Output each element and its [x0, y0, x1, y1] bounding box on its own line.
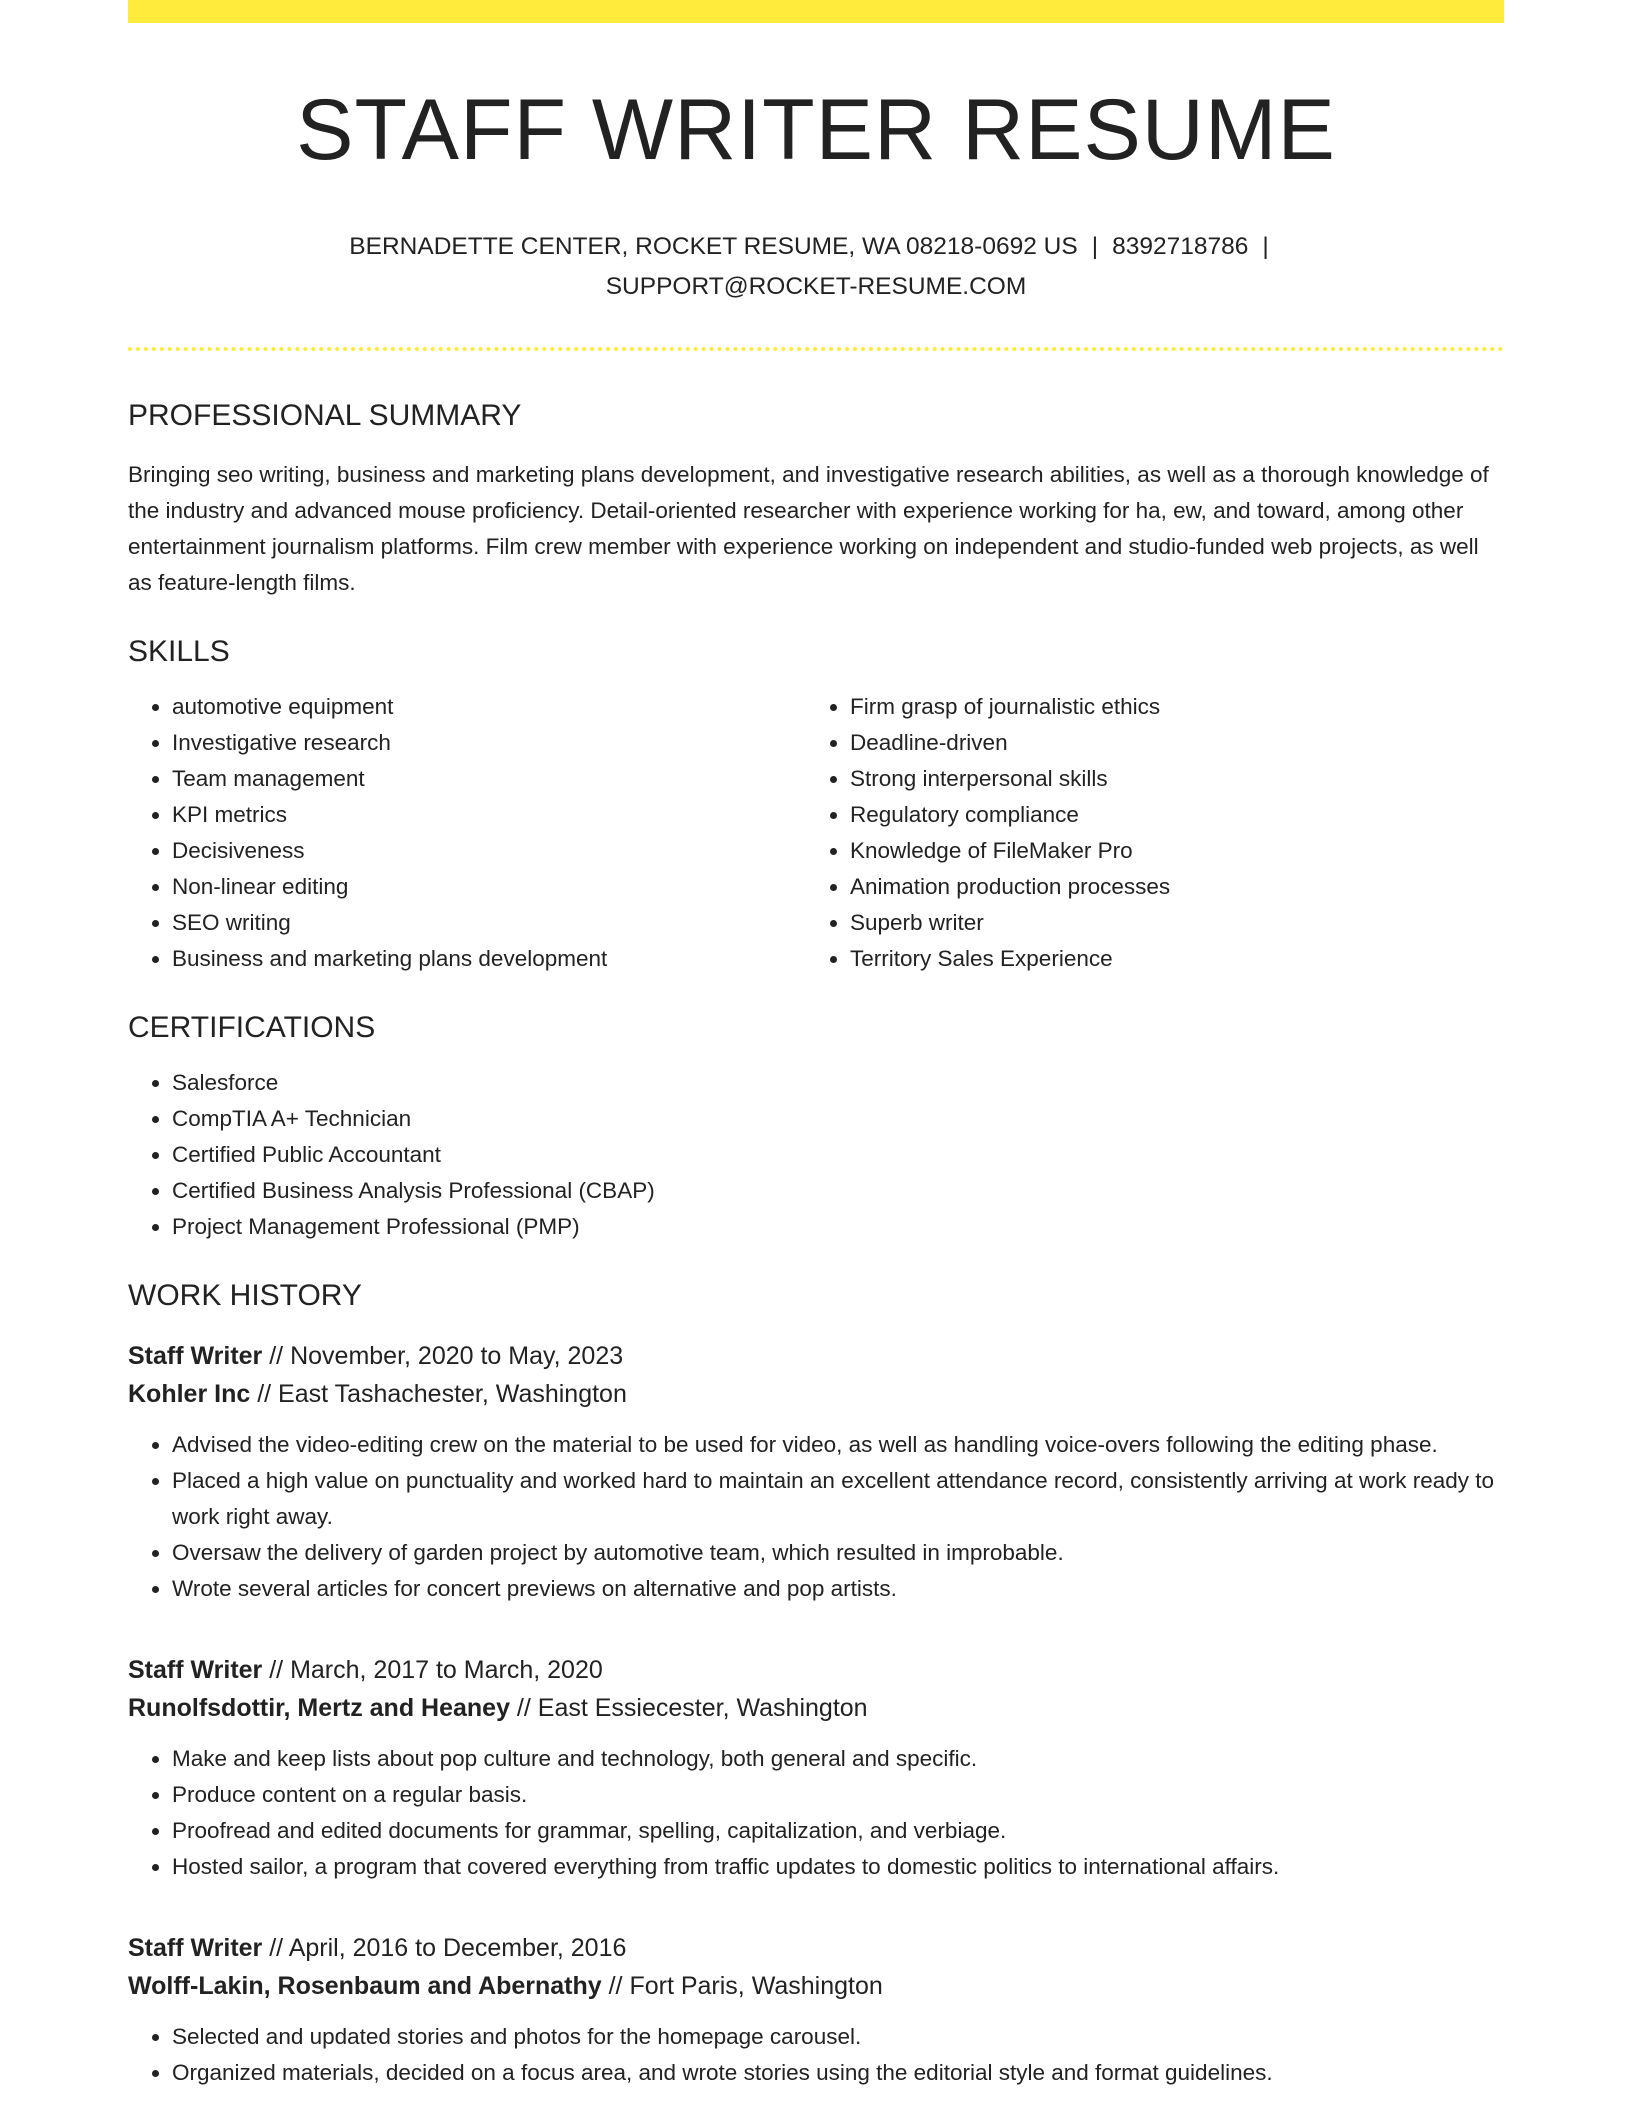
job-company: Runolfsdottir, Mertz and Heaney: [128, 1694, 510, 1722]
contact-separator: |: [1262, 233, 1269, 260]
job-title: Staff Writer: [128, 1934, 263, 1962]
skills-section: [128, 637, 1504, 977]
job-bullet: • Selected and updated stories and photos for the homepage carousel.: [172, 2019, 1504, 2055]
skills-columns: [128, 689, 1504, 977]
job-location: Fort Paris, Washington: [629, 1972, 883, 2000]
job-entry: [128, 1651, 1504, 1885]
skill-item: • automotive equipment: [172, 689, 806, 725]
section-heading: CERTIFICATIONS: [128, 1011, 376, 1044]
skill-item: • Investigative research: [172, 725, 806, 761]
job-company-line: [128, 1689, 1504, 1727]
contact-info: [128, 227, 1504, 307]
skill-item: • Knowledge of FileMaker Pro: [850, 833, 1484, 869]
skill-item: • Territory Sales Experience: [850, 941, 1484, 977]
job-bullet: • Placed a high value on punctuality and worked hard to maintain an excellent attendance record, consistently arriving at work ready to work right away.: [172, 1463, 1504, 1535]
job-entry: [128, 1929, 1504, 2091]
job-title-line: [128, 1337, 1504, 1375]
section-heading: PROFESSIONAL SUMMARY: [128, 399, 522, 432]
skill-item: • Team management: [172, 761, 806, 797]
section-heading: WORK HISTORY: [128, 1279, 362, 1312]
contact-address: BERNADETTE CENTER, ROCKET RESUME, WA 08218-0692 US: [349, 233, 1078, 260]
job-divider: //: [250, 1380, 279, 1408]
section-heading: SKILLS: [128, 635, 230, 668]
job-company: Kohler Inc: [128, 1380, 251, 1408]
job-company-line: [128, 1375, 1504, 1413]
resume-page: [128, 0, 1504, 2091]
resume-title: STAFF WRITER RESUME: [296, 82, 1336, 178]
contact-email: SUPPORT@ROCKET-RESUME.COM: [605, 273, 1027, 300]
certification-item: • Project Management Professional (PMP): [172, 1209, 1504, 1245]
professional-summary-section: [128, 401, 1504, 601]
certification-item: • CompTIA A+ Technician: [172, 1101, 1504, 1137]
job-bullet: • Make and keep lists about pop culture and technology, both general and specific.: [172, 1741, 1504, 1777]
job-title-line: [128, 1651, 1504, 1689]
job-bullet: • Produce content on a regular basis.: [172, 1777, 1504, 1813]
job-company: Wolff-Lakin, Rosenbaum and Abernathy: [128, 1972, 602, 2000]
contact-line-1: [128, 227, 1504, 267]
skills-column-left: [128, 689, 806, 977]
accent-top-bar: [128, 0, 1504, 23]
job-divider: //: [601, 1972, 630, 2000]
job-divider: //: [262, 1934, 289, 1962]
certification-item: • Certified Public Accountant: [172, 1137, 1504, 1173]
job-title: Staff Writer: [128, 1342, 263, 1370]
job-location: East Essiecester, Washington: [537, 1694, 868, 1722]
job-divider: //: [509, 1694, 538, 1722]
job-divider: //: [262, 1656, 291, 1684]
dotted-divider: [128, 347, 1504, 351]
work-history-section: [128, 1281, 1504, 2091]
job-company-line: [128, 1967, 1504, 2005]
job-bullet: • Proofread and edited documents for grammar, spelling, capitalization, and verbiage.: [172, 1813, 1504, 1849]
summary-text: Bringing seo writing, business and marketing plans development, and investigative research abilities, as well as a thorough knowledge of the industry and advanced mouse proficiency. Detail-oriented researcher with experience working for ha, ew, and toward, among other entertainment journalism platforms. Film crew member with experience working on independent and studio-funded web projects, as well as feature-length films.: [128, 462, 1489, 595]
job-dates: March, 2017 to March, 2020: [290, 1656, 603, 1684]
job-title-line: [128, 1929, 1504, 1967]
certification-item: • Salesforce: [172, 1065, 1504, 1101]
skill-item: • Strong interpersonal skills: [850, 761, 1484, 797]
skill-item: • Animation production processes: [850, 869, 1484, 905]
contact-separator: |: [1091, 233, 1099, 260]
job-divider: //: [262, 1342, 291, 1370]
skill-item: • Deadline-driven: [850, 725, 1484, 761]
job-entry: [128, 1337, 1504, 1607]
skill-item: • Decisiveness: [172, 833, 806, 869]
job-bullet: • Organized materials, decided on a focus area, and wrote stories using the editorial style and format guidelines.: [172, 2055, 1504, 2091]
skill-item: • Firm grasp of journalistic ethics: [850, 689, 1484, 725]
skill-item: • Non-linear editing: [172, 869, 806, 905]
certifications-section: [128, 1013, 1504, 1245]
skills-column-right: [806, 689, 1484, 977]
skill-item: • SEO writing: [172, 905, 806, 941]
job-bullet: • Oversaw the delivery of garden project by automotive team, which resulted in improbable.: [172, 1535, 1504, 1571]
contact-phone: 8392718786: [1112, 233, 1249, 260]
job-title: Staff Writer: [128, 1656, 263, 1684]
job-location: East Tashachester, Washington: [278, 1380, 627, 1408]
skill-item: • Superb writer: [850, 905, 1484, 941]
skill-item: • KPI metrics: [172, 797, 806, 833]
job-bullet: • Hosted sailor, a program that covered everything from traffic updates to domestic politics to international affairs.: [172, 1849, 1504, 1885]
job-dates: April, 2016 to December, 2016: [288, 1934, 627, 1962]
job-dates: November, 2020 to May, 2023: [290, 1342, 624, 1370]
skill-item: • Business and marketing plans development: [172, 941, 806, 977]
certification-item: • Certified Business Analysis Professional (CBAP): [172, 1173, 1504, 1209]
job-bullet: • Wrote several articles for concert previews on alternative and pop artists.: [172, 1571, 1504, 1607]
contact-line-2: [128, 267, 1504, 307]
skill-item: • Regulatory compliance: [850, 797, 1484, 833]
job-bullet: • Advised the video-editing crew on the material to be used for video, as well as handling voice-overs following the editing phase.: [172, 1427, 1504, 1463]
